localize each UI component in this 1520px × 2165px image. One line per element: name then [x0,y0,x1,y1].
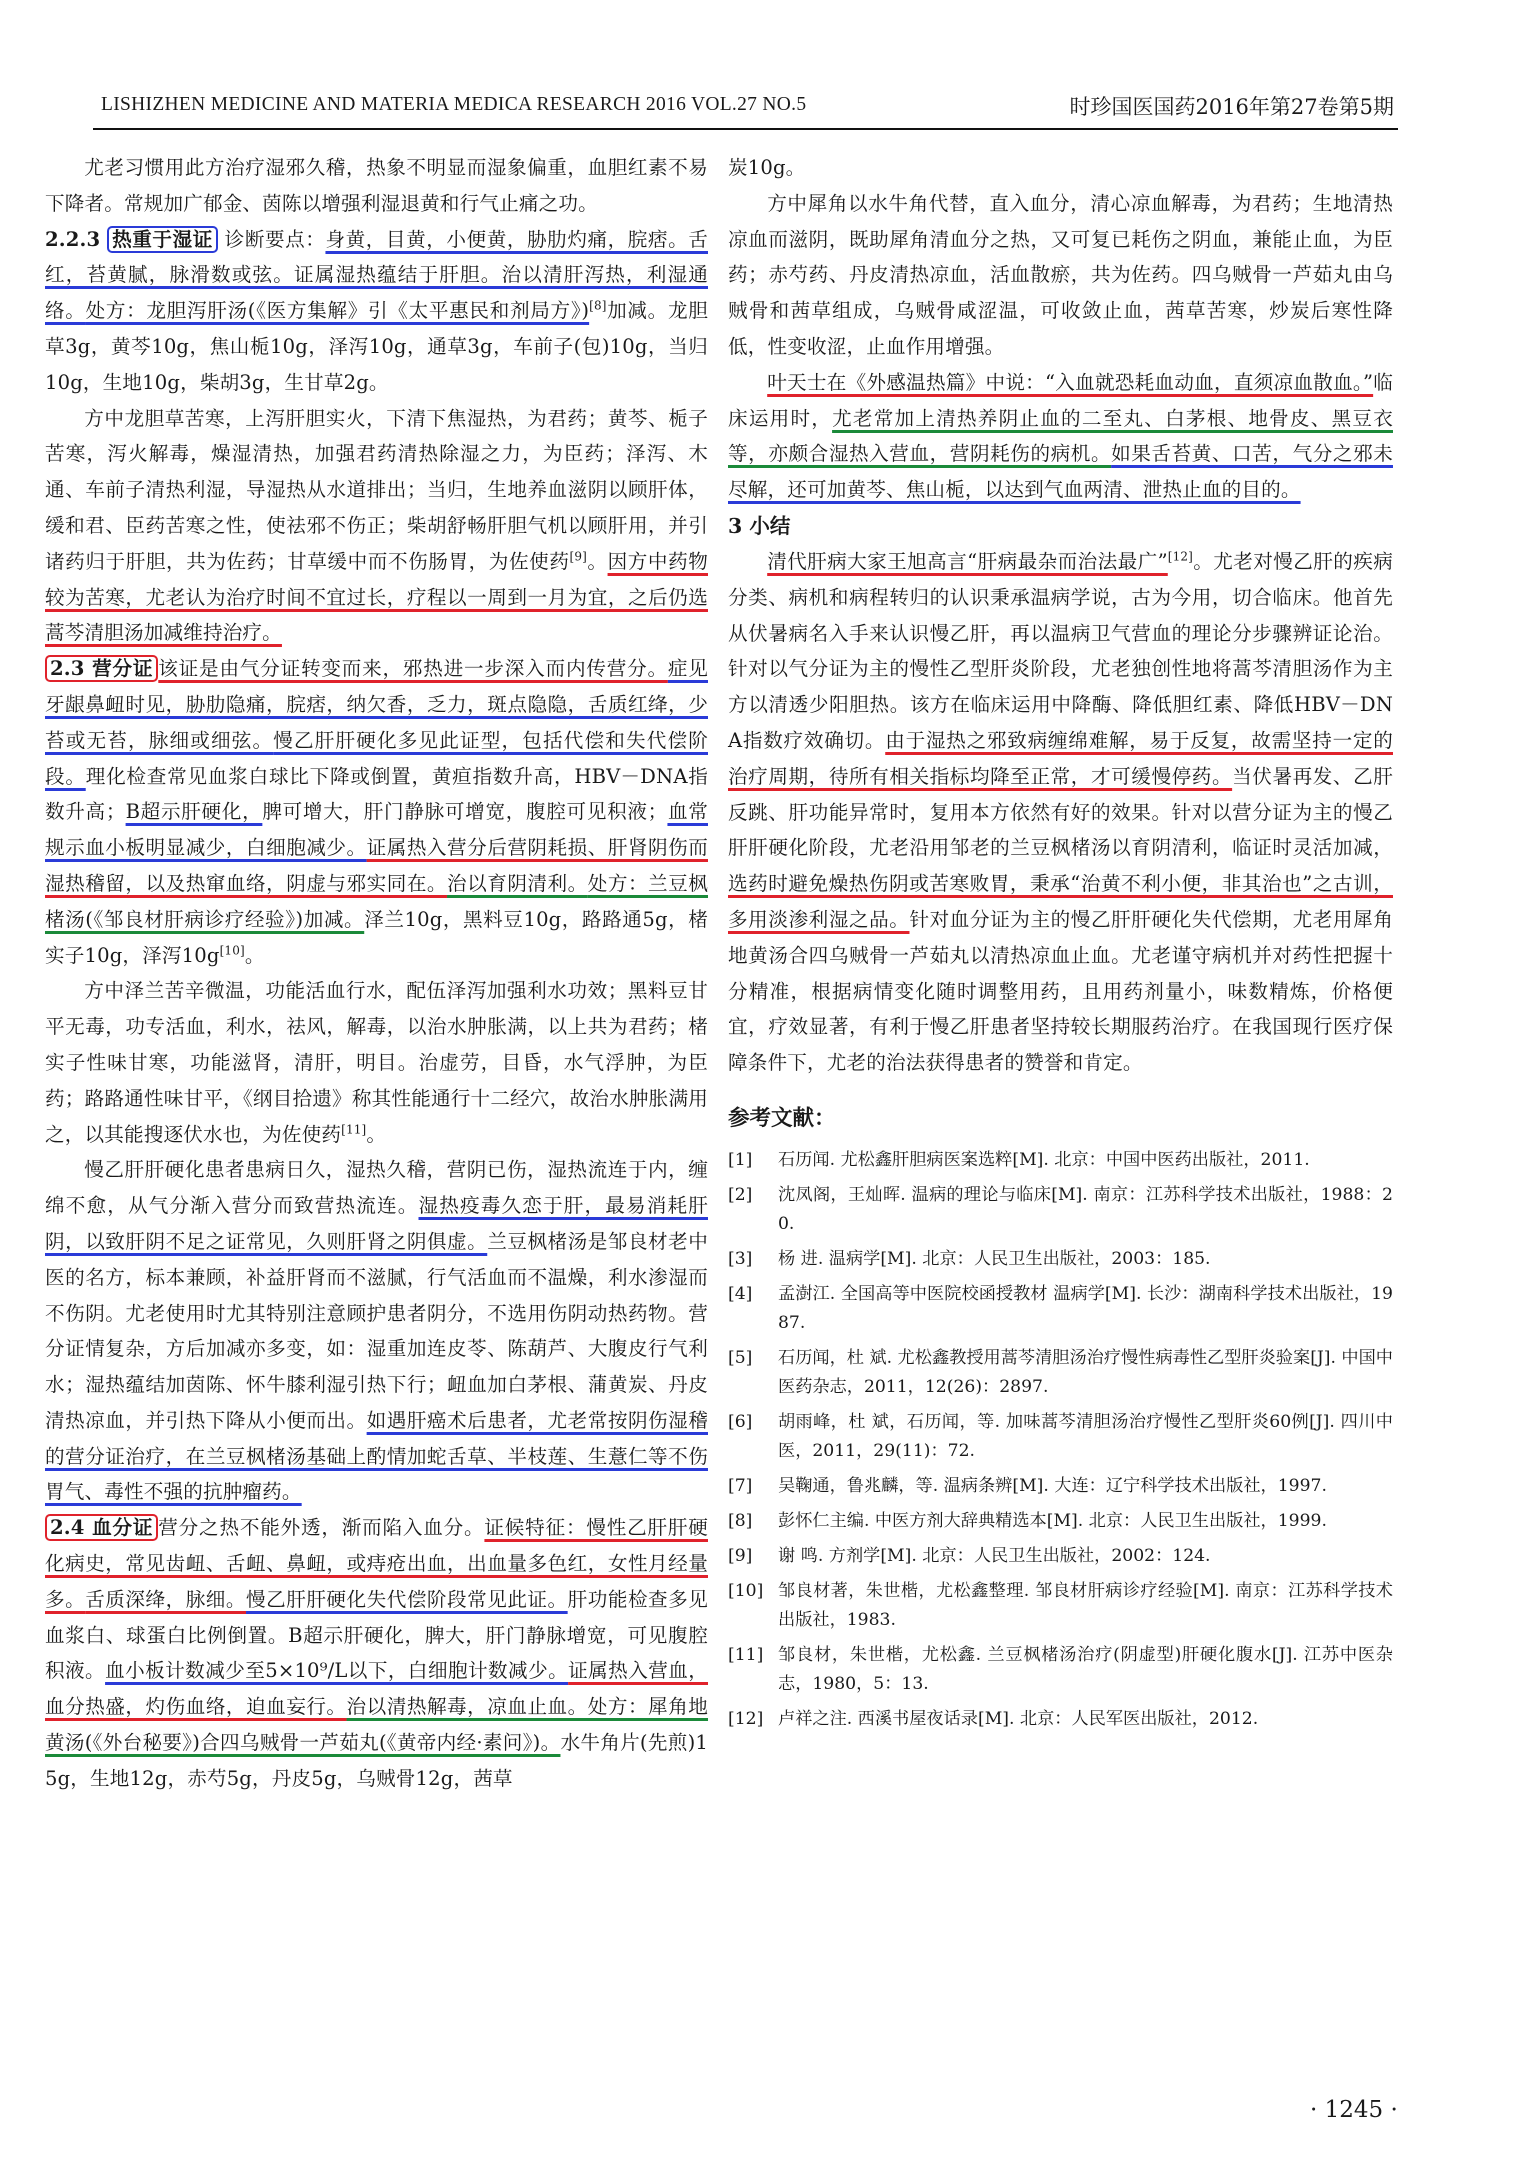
section-2-3 [45,651,708,973]
highlight-blue: 血小板计数减少至5×10⁹/L以下，白细胞计数减少。 [105,1659,569,1683]
text-run: 营分之热不能外透，渐而陷入血分。 [158,1516,485,1540]
reference-item [728,1705,1393,1734]
text-run: 诊断要点： [224,227,326,251]
text-run: 肝功能检查多见血浆白、球蛋白比例倒置。B超示肝硬化，脾大，肝门静脉增宽，可见腹腔积液。 [45,1587,708,1683]
reference-number: [7] [728,1475,753,1496]
paragraph [45,401,708,652]
paragraph [45,973,708,1152]
section-number: 2.2.3 [45,227,101,251]
highlight-blue: B超示肝硬化， [125,800,263,824]
reference-text: 孟澍江. 全国高等中医院校函授教材 温病学[M]. 长沙：湖南科学技术出版社，1987. [778,1283,1393,1333]
citation: [9] [569,549,587,564]
reference-text: 邹良材著，朱世楷，尤松鑫整理. 邹良材肝病诊疗经验[M]. 南京：江苏科学技术出版社，1983. [778,1580,1393,1630]
left-column [45,150,708,1797]
highlight-blue: 慢乙肝肝硬化多见此证型，包括代偿和失代偿阶段。 [45,728,708,788]
highlight-red: 证候特征：慢性乙肝肝硬化病史，常见齿衄、舌衄、鼻衄，或痔疮出血，出血量多色红，女性月经量多。 [45,1516,708,1611]
highlight-red: 叶天士在《外感温热篇》中说：“入血就恐耗血动血，直须凉血散血。” [767,370,1374,394]
text-run: 方中泽兰苦辛微温，功能活血行水，配伍泽泻加强利水功效；黑料豆甘平无毒，功专活血，利水，祛风，解毒，以治水肿胀满，以上共为君药；楮实子性味甘寒，功能滋肾，清肝，明目。治虚劳，目昏，水气浮肿，为臣药；路路通性味甘平，《纲目拾遗》称其性能通行十二经穴，故治水肿胀满用之，以其能搜逐伏水也，为佐使药 [45,979,708,1146]
reference-text: 胡雨峰，杜 斌，石历闻，等. 加味蒿芩清胆汤治疗慢性乙型肝炎60例[J]. 四川中医，2011，29(11)：72. [778,1411,1393,1461]
reference-text: 石历闻，杜 斌. 尤松鑫教授用蒿芩清胆汤治疗慢性病毒性乙型肝炎验案[J]. 中国中医药杂志，2011，12(26)：2897. [778,1347,1393,1397]
right-column [728,150,1393,1740]
reference-number: [6] [728,1411,753,1432]
text-run: 。 [586,549,608,573]
highlight-red: 舌质深绛，脉细。 [85,1587,247,1611]
section-2-4 [45,1510,708,1796]
text-run: 当伏暑再发、乙肝反跳、肝功能异常时，复用本方依然有好的效果。针对以营分证为主的慢乙肝肝硬化阶段，尤老沿用邹老的兰豆枫楮汤以育阴清利，临证时灵活加减， [728,764,1394,860]
reference-item [728,1146,1393,1175]
highlight-red: 该证是由气分证转变而来，邪热进一步深入而内传营分。 [158,657,668,681]
reference-item [728,1542,1393,1571]
text-run: 针对血分证为主的慢乙肝肝硬化失代偿期，尤老用犀角地黄汤合四乌贼骨一芦茹丸以清热凉血止血。尤老谨守病机并对药性把握十分精准，根据病情变化随时调整用药，且用药剂量小，味数精炼，价格便宜，疗效显著，有利于慢乙肝患者坚持较长期服药治疗。在我国现行医疗保障条件下，尤老的治法获得患者的赞誉和肯定。 [728,907,1393,1075]
highlight-blue: 证属湿热蕴结于肝胆。 [294,263,502,287]
text-run: 水牛角片(先煎)15g，生地12g，赤芍5g，丹皮5g，乌贼骨12g，茜草 [45,1731,708,1790]
highlight-green: 治以育阴清利。 [447,871,588,895]
reference-item [728,1344,1393,1402]
reference-number: [12] [728,1708,764,1729]
text-run: 。 [366,1122,387,1146]
section-title-box: 热重于湿证 [107,226,218,253]
reference-number: [1] [728,1149,753,1170]
section-3-heading: 3 小结 [728,513,791,538]
highlight-blue: 处方：龙胆泻肝汤(《医方集解》引《太平惠民和剂局方》) [85,299,590,323]
highlight-red: 由于湿热之邪致病缠绵难解，易于反复，故需坚持一定的治疗周期，待所有相关指标均降至正常，才可缓慢停药。 [728,728,1393,788]
reference-item [728,1577,1393,1635]
reference-text: 杨 进. 温病学[M]. 北京：人民卫生出版社，2003：185. [778,1248,1211,1269]
reference-item [728,1280,1393,1338]
reference-number: [10] [728,1580,764,1601]
reference-item [728,1507,1393,1536]
reference-item [728,1408,1393,1466]
reference-number: [5] [728,1347,753,1368]
text-run: 。 [244,943,265,967]
text-run: 方中龙胆草苦寒，上泻肝胆实火，下清下焦湿热，为君药；黄芩、栀子苦寒，泻火解毒，燥湿清热，加强君药清热除湿之力，为臣药；泽泻、木通、车前子清热利湿，导湿热从水道排出；当归，生地养血滋阴以顾肝体，缓和君、臣药苦寒之性，使祛邪不伤正；柴胡舒畅肝胆气机以顾肝用，并引诸药归于肝胆，共为佐药；甘草缓中而不伤肠胃，为佐使药 [45,406,708,573]
reference-text: 吴鞠通，鲁兆麟，等. 温病条辨[M]. 大连：辽宁科学技术出版社，1997. [778,1475,1327,1496]
citation: [11] [341,1121,367,1136]
paragraph [45,1152,708,1510]
highlight-red: 证属热入营分后营阴耗损、肝肾阴伤而湿热稽留，以及热窜血络，阴虚与邪实同在。 [45,836,708,895]
reference-number: [3] [728,1248,753,1269]
reference-number: [2] [728,1184,753,1205]
journal-title-en: LISHIZHEN MEDICINE AND MATERIA MEDICA RESEARCH 2016 VOL.27 NO.5 [101,94,807,115]
text-run: 慢乙肝肝硬化患者患病日久，湿热久稽，营阴已伤，湿热流连于内，缠绵不愈，从气分渐入营分而致营热流连。 [45,1158,708,1218]
reference-text: 石历闻. 尤松鑫肝胆病医案选粹[M]. 北京：中国中医药出版社，2011. [778,1149,1310,1170]
text-run: 理化检查常见血浆白球比下降或倒置，黄疸指数升高，HBV－DNA指数升高； [45,764,708,824]
highlight-blue: 如果舌苔黄、口苦，气分之邪未尽解，还可加黄芩、焦山栀，以达到气血两清、泄热止血的目的。 [728,442,1393,502]
highlight-blue: 治以清肝泻热，利湿通络。 [45,263,708,323]
reference-text: 谢 鸣. 方剂学[M]. 北京：人民卫生出版社，2002：124. [778,1545,1211,1566]
paragraph: 尤老习惯用此方治疗湿邪久稽，热象不明显而湿象偏重，血胆红素不易下降者。常规加广郁金、茵陈以增强利湿退黄和行气止痛之功。 [45,156,708,215]
reference-number: [8] [728,1510,753,1531]
reference-item [728,1472,1393,1501]
highlight-red: 清代肝病大家王旭高言“肝病最杂而治法最广” [767,549,1168,573]
paragraph [728,365,1393,508]
journal-title-cn: 时珍国医国药2016年第27卷第5期 [1069,95,1394,119]
reference-text: 彭怀仁主编. 中医方剂大辞典精选本[M]. 北京：人民卫生出版社，1999. [778,1510,1327,1531]
highlight-blue: 血常规示血小板明显减少，白细胞减少。 [45,800,708,860]
reference-text: 卢祥之注. 西溪书屋夜话录[M]. 北京：人民军医出版社，2012. [778,1708,1259,1729]
citation: [10] [219,943,245,957]
highlight-blue: 慢乙肝肝硬化失代偿阶段常见此证。 [246,1587,568,1611]
text-run: 。尤老对慢乙肝的疾病分类、病机和病程转归的认识秉承温病学说，古为今用，切合临床。他首先从伏暑病名入手来认识慢乙肝，再以温病卫气营血的理论分步骤辨证论治。针对以气分证为主的慢性乙型肝炎阶段，尤老独创性地将蒿芩清胆汤作为主方以清透少阳胆热。该方在临床运用中降酶、降低胆红素、降低HBV－DNA指数疗效确切。 [728,549,1394,752]
text-run: 泽兰10g，黑料豆10g，路路通5g，楮实子10g，泽泻10g [45,907,708,967]
citation: [8] [589,298,607,313]
text-run: 脾可增大，肝门静脉可增宽，腹腔可见积液； [262,800,668,824]
reference-number: [4] [728,1283,753,1304]
highlight-red: 选药时避免燥热伤阴或苦寒败胃，秉承“治黄不利小便，非其治也”之古训，多用淡渗利湿之品。 [728,872,1393,931]
reference-item [728,1181,1393,1239]
reference-item [728,1641,1393,1699]
highlight-green: 处方：兰豆枫楮汤(《邹良材肝病诊疗经验》)加减。 [45,871,708,931]
section-title-box: 2.4 血分证 [45,1514,158,1541]
paragraph [728,544,1393,1081]
highlight-blue: 湿热疫毒久恋于肝，最易消耗肝阴，以致肝阴不足之证常见，久则肝肾之阴俱虚。 [45,1194,708,1253]
reference-text: 邹良材，朱世楷，尤松鑫. 兰豆枫楮汤治疗(阴虚型)肝硬化腹水[J]. 江苏中医杂志，1980，5：13. [778,1644,1393,1694]
reference-text: 沈凤阁，王灿晖. 温病的理论与临床[M]. 南京：江苏科学技术出版社，1988：20. [778,1184,1393,1234]
text-run: 临床运用时， [728,370,1393,430]
page-number: · 1245 · [1310,2097,1398,2123]
highlight-red: 证属热入营血，血分热盛，灼伤血络，迫血妄行。 [45,1659,709,1719]
text-run: 兰豆枫楮汤是邹良材老中医的名方，标本兼顾，补益肝肾而不滋腻，行气活血而不温燥，利水渗湿而不伤阴。尤老使用时尤其特别注意顾护患者阴分，不选用伤阴动热药物。营分证情复杂，方后加减亦多变，如：湿重加连皮苓、陈葫芦、大腹皮行气利水；湿热蕴结加茵陈、怀牛膝利湿引热下行；衄血加白茅根、蒲黄炭、丹皮清热凉血，并引热下降从小便而出。 [45,1229,708,1432]
text-run: 加减。龙胆草3g，黄芩10g，焦山栀10g，泽泻10g，通草3g，车前子(包)10g，当归10g，生地10g，柴胡3g，生甘草2g。 [45,299,708,394]
paragraph: 炭10g。 [728,156,806,179]
highlight-blue: 如遇肝癌术后患者，尤老常按阴伤湿稽的营分证治疗，在兰豆枫楮汤基础上酌情加蛇舌草、半枝莲、生薏仁等不伤胃气、毒性不强的抗肿瘤药。 [45,1408,708,1504]
section-title-box: 2.3 营分证 [45,655,158,682]
citation: [12] [1167,549,1194,564]
references-heading: 参考文献： [728,1105,836,1131]
section-2-2-3 [45,222,708,401]
paragraph: 方中犀角以水牛角代替，直入血分，清心凉血解毒，为君药；生地清热凉血而滋阴，既助犀角清血分之热，又可复已耗伤之阴血，兼能止血，为臣药；赤芍药、丹皮清热凉血，活血散瘀，共为佐药。四乌贼骨一芦茹丸由乌贼骨和茜草组成，乌贼骨咸涩温，可收敛止血，茜草苦寒，炒炭后寒性降低，性变收涩，止血作用增强。 [728,191,1393,358]
highlight-blue: 身黄，目黄，小便黄，胁肋灼痛，脘痞。舌红，苔黄腻，脉滑数或弦。 [45,227,708,287]
highlight-green: 尤老常加上清热养阴止血的二至丸、白茅根、地骨皮、黑豆衣等，亦颇合湿热入营血，营阴耗伤的病机。 [728,406,1393,466]
reference-list [728,1146,1393,1734]
highlight-green: 治以清热解毒，凉血止血。处方：犀角地黄汤(《外台秘要》)合四乌贼骨一芦茹丸(《黄帝内经·素问》)。 [45,1695,709,1755]
reference-number: [9] [728,1545,753,1566]
highlight-red: 因方中药物较为苦寒，尤老认为治疗时间不宜过长，疗程以一周到一月为宜，之后仍选蒿芩清胆汤加减维持治疗。 [45,549,708,645]
reference-item [728,1245,1393,1274]
reference-number: [11] [728,1644,764,1665]
running-header [93,88,1398,130]
highlight-blue: 症见牙龈鼻衄时见，胁肋隐痛，脘痞，纳欠香，乏力，斑点隐隐，舌质红绛，少苔或无苔，脉细或细弦。 [45,657,708,752]
